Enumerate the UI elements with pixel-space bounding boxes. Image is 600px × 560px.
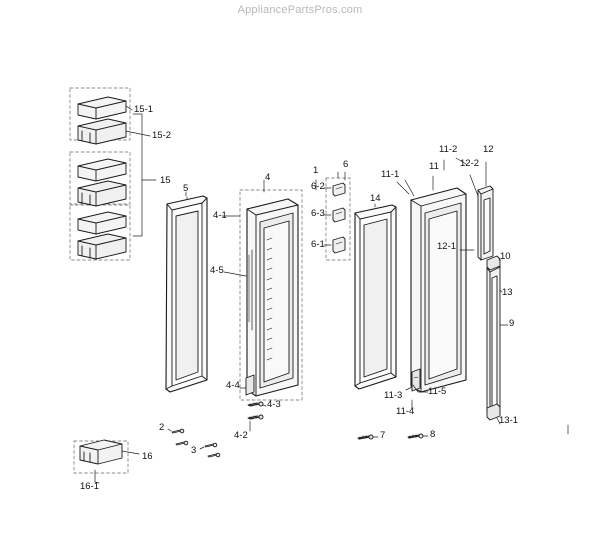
- callout-12: 12: [483, 144, 494, 155]
- callout-5: 5: [183, 183, 189, 194]
- callout-4-1: 4-1: [213, 210, 227, 221]
- part-16-bin: [80, 440, 139, 483]
- callout-1: 1: [313, 165, 319, 176]
- screws-4-2: [248, 415, 263, 419]
- callout-3: 3: [191, 445, 197, 456]
- callout-13-1: 13-1: [499, 415, 519, 426]
- door-bin-mid-lower: [78, 181, 126, 206]
- callout-4: 4: [265, 172, 271, 183]
- callout-6-3: 6-3: [311, 208, 325, 219]
- door-bin-mid-upper: [78, 159, 126, 181]
- callout-8: 8: [430, 429, 436, 440]
- part-8-screw: [408, 434, 428, 438]
- callout-2: 2: [159, 422, 165, 433]
- part-5-door-gasket: [166, 196, 207, 392]
- door-bin-top-upper: [78, 97, 126, 119]
- callout-6: 6: [343, 159, 349, 170]
- bin-leader-lines: [126, 106, 156, 236]
- part-2-screw-b: [176, 441, 188, 445]
- callout-12-1: 12-1: [437, 241, 457, 252]
- part-3-screw-b: [208, 453, 220, 457]
- callout-4-3: 4-3: [267, 399, 281, 410]
- callout-16-1: 16-1: [80, 481, 100, 492]
- callout-4-5: 4-5: [210, 265, 224, 276]
- callout-12-2: 12-2: [460, 158, 480, 169]
- callout-7: 7: [380, 430, 386, 441]
- part-4-door-panel: [240, 190, 302, 400]
- callout-11-5: 11-5: [428, 386, 447, 397]
- part-7-screw: [358, 435, 378, 439]
- callout-11-3: 11-3: [384, 390, 403, 401]
- callout-6-2: 6-2: [311, 181, 325, 192]
- callout-11-2: 11-2: [439, 144, 458, 155]
- callout-15-1: 15-1: [134, 104, 154, 115]
- watermark-text: AppliancePartsPros.com: [237, 4, 363, 16]
- callout-6-1: 6-1: [311, 239, 325, 250]
- screws-4-3: [248, 402, 263, 406]
- callout-10: 10: [500, 251, 511, 262]
- callout-14: 14: [370, 193, 381, 204]
- callout-15-2: 15-2: [152, 130, 172, 141]
- callout-4-4: 4-4: [226, 380, 240, 391]
- callout-15: 15: [160, 175, 171, 186]
- part-12-trim: [478, 186, 493, 260]
- callout-11-4: 11-4: [396, 406, 415, 417]
- part-6-group: [326, 178, 350, 260]
- callout-16: 16: [142, 451, 153, 462]
- part-11-door-panel: [411, 188, 466, 392]
- part-13-rail: [487, 264, 500, 416]
- door-bin-bottom-upper: [78, 212, 126, 234]
- callout-13: 13: [502, 287, 513, 298]
- callout-9: 9: [509, 318, 515, 329]
- callout-11-1: 11-1: [381, 169, 400, 180]
- callout-4-2: 4-2: [234, 430, 248, 441]
- part-3-screw: [200, 443, 217, 449]
- door-bin-bottom-lower: [78, 234, 126, 259]
- callout-11: 11: [429, 161, 439, 172]
- dashed-group-boxes: [70, 88, 130, 473]
- part-2-screw: [168, 429, 184, 433]
- part-14-door-gasket: [355, 205, 396, 389]
